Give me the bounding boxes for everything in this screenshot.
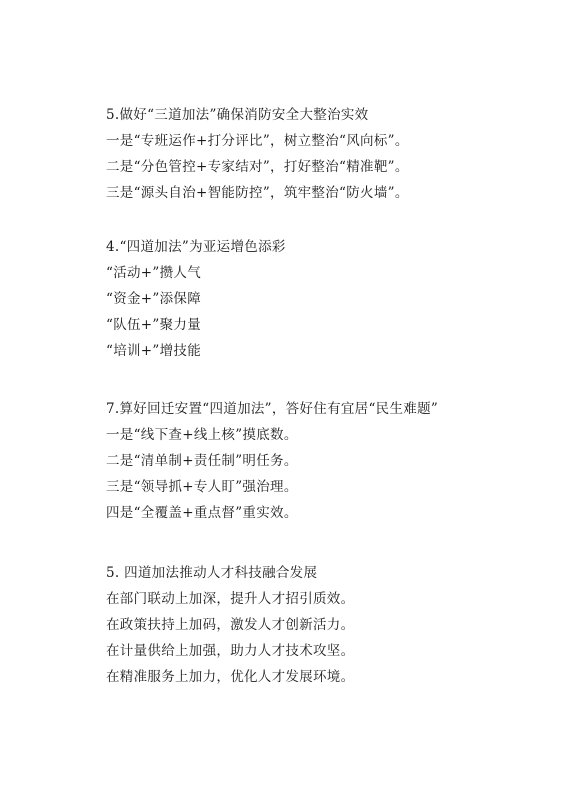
section-line: 在计量供给上加强，助力人才技术攻坚。 [106, 643, 355, 659]
section-line: 二是“分色管控+专家结对”，打好整治“精准靶”。 [106, 159, 409, 175]
section-resettlement [106, 396, 546, 526]
section-asian-games [106, 234, 546, 364]
section-line: 二是“清单制+责任制”明任务。 [106, 453, 298, 469]
section-line: “队伍+”聚力量 [106, 317, 202, 333]
section-heading: 5.做好“三道加法”确保消防安全大整治实效 [106, 107, 369, 123]
section-heading: 4.“四道加法”为亚运增色添彩 [106, 239, 286, 255]
section-line: 三是“领导抓+专人盯”强治理。 [106, 479, 298, 495]
section-line: “活动+”攒人气 [106, 265, 202, 281]
section-heading: 7.算好回迁安置“四道加法”，答好住有宜居“民生难题” [106, 401, 439, 417]
section-line: 在精准服务上加力，优化人才发展环境。 [106, 669, 355, 685]
section-line: “资金+”添保障 [106, 291, 202, 307]
section-fire-safety [106, 102, 546, 206]
section-talent-tech [106, 560, 546, 690]
section-heading: 5. 四道加法推动人才科技融合发展 [106, 565, 318, 581]
section-line: “培训+”增技能 [106, 343, 202, 359]
section-line: 三是“源头自治+智能防控”，筑牢整治“防火墙”。 [106, 185, 409, 201]
section-line: 在部门联动上加深，提升人才招引质效。 [106, 591, 355, 607]
section-line: 一是“专班运作+打分评比”，树立整治“风向标”。 [106, 133, 409, 149]
section-line: 四是“全覆盖+重点督”重实效。 [106, 505, 298, 521]
section-line: 在政策扶持上加码，激发人才创新活力。 [106, 617, 355, 633]
section-line: 一是“线下查+线上核”摸底数。 [106, 427, 298, 443]
